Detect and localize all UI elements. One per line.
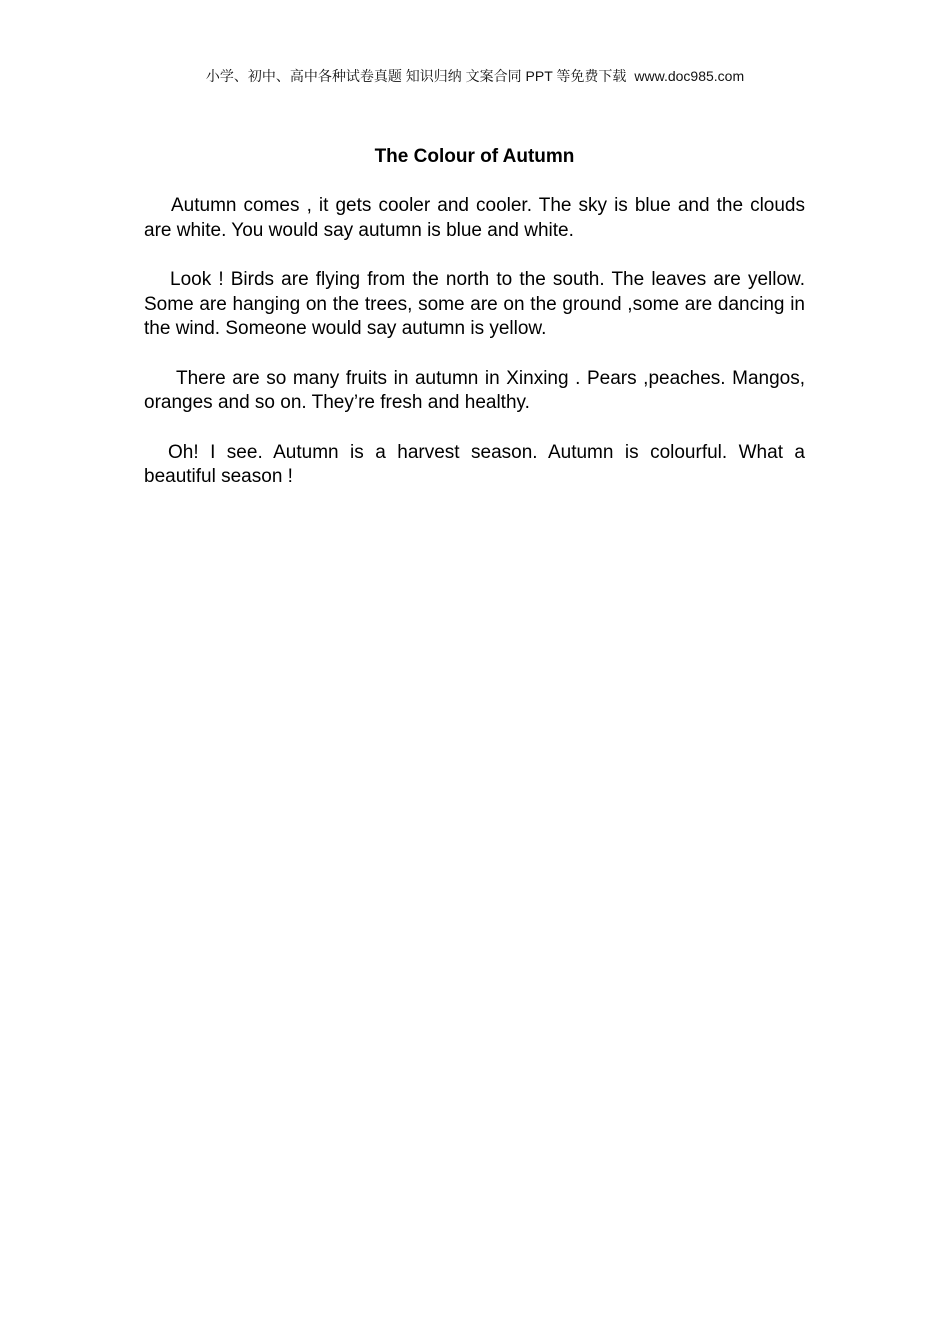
paragraph-3: There are so many fruits in autumn in Xinxing . Pears ,peaches. Mangos, oranges and so on. They’re fresh and healthy.: [144, 367, 805, 413]
header-text: 小学、初中、高中各种试卷真题 知识归纳 文案合同 PPT 等免费下载: [205, 68, 627, 84]
page-header: [0, 66, 950, 86]
paragraph-4: Oh! I see. Autumn is a harvest season. Autumn is colourful. What a beautiful season !: [144, 441, 805, 487]
document-body: [144, 145, 805, 515]
paragraph-1: Autumn comes , it gets cooler and cooler. The sky is blue and the clouds are white. You would say autumn is blue and white.: [144, 195, 805, 241]
paragraph-2: Look ! Birds are flying from the north to the south. The leaves are yellow. Some are hanging on the trees, some are on the ground ,some are dancing in the wind. Someone would say autumn is yellow.: [144, 269, 805, 339]
header-url: www.doc985.com: [634, 68, 745, 84]
document-title: The Colour of Autumn: [374, 146, 575, 167]
